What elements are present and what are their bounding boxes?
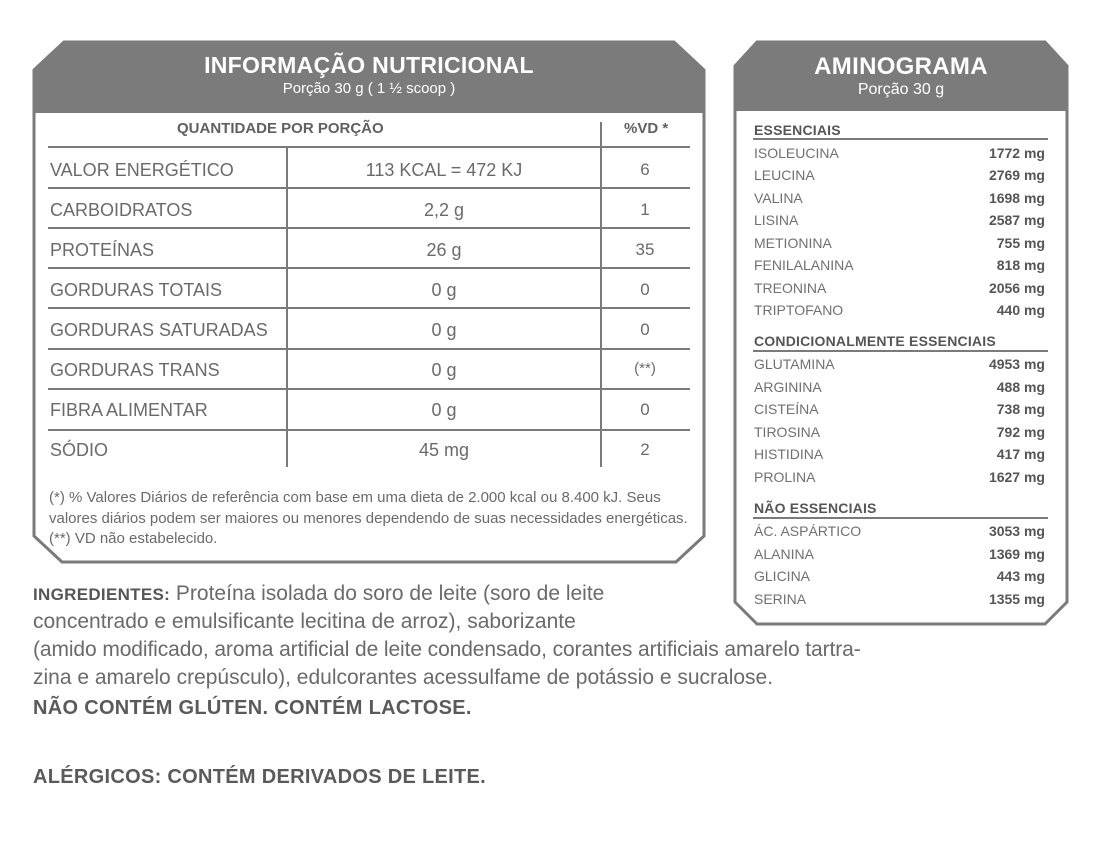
aminogram-title: AMINOGRAMA (814, 53, 988, 80)
gluten-lactose-notice: NÃO CONTÉM GLÚTEN. CONTÉM LACTOSE. (33, 697, 472, 719)
amino-name: VALINA (754, 190, 803, 206)
nutrition-portion: Porção 30 g ( 1 ½ scoop ) (282, 80, 456, 97)
amino-name: FENILALANINA (754, 257, 854, 273)
amino-value: 488 mg (996, 379, 1045, 395)
ingredients-line-4: zina e amarelo crepúsculo), edulcorantes acessulfame de potássio e sucralose. (33, 666, 774, 689)
row-quantity: 45 mg (418, 440, 470, 460)
row-label: FIBRA ALIMENTAR (50, 400, 208, 420)
amino-name: LEUCINA (754, 167, 815, 183)
amino-value: 443 mg (996, 568, 1045, 584)
ingredients-label: INGREDIENTES: (33, 585, 171, 604)
row-quantity: 0 g (431, 320, 457, 340)
row-label: SÓDIO (50, 440, 109, 460)
section-heading-condicionalmente-essenciais: CONDICIONALMENTE ESSENCIAIS (754, 333, 996, 349)
amino-value: 818 mg (996, 257, 1045, 273)
row-vd: 1 (640, 200, 650, 219)
row-label: GORDURAS TRANS (50, 360, 220, 380)
nutrition-facts-panel (32, 40, 706, 564)
amino-value: 792 mg (996, 424, 1045, 440)
row-label: PROTEÍNAS (50, 240, 155, 260)
section-divider (753, 138, 1048, 140)
nutrition-title: INFORMAÇÃO NUTRICIONAL (204, 52, 534, 78)
amino-value: 4953 mg (988, 356, 1045, 372)
table-divider (48, 348, 690, 350)
amino-name: METIONINA (754, 235, 832, 251)
table-divider (48, 388, 690, 390)
table-divider (48, 227, 690, 229)
aminogram-portion: Porção 30 g (857, 81, 945, 98)
section-divider (753, 517, 1048, 519)
amino-value: 2056 mg (988, 280, 1045, 296)
amino-name: LISINA (754, 212, 799, 228)
row-label: GORDURAS TOTAIS (50, 280, 223, 300)
amino-name: TREONINA (754, 280, 827, 296)
row-quantity: 2,2 g (423, 200, 465, 220)
row-vd: 6 (640, 160, 650, 179)
amino-value: 738 mg (996, 401, 1045, 417)
amino-value: 2769 mg (988, 167, 1045, 183)
amino-name: CISTEÍNA (754, 401, 819, 417)
table-divider (48, 187, 690, 189)
row-label: VALOR ENERGÉTICO (50, 160, 234, 180)
vd-column-header: %VD * (624, 120, 669, 137)
row-quantity: 0 g (431, 400, 457, 420)
amino-value: 1698 mg (988, 190, 1045, 206)
section-heading-essenciais: ESSENCIAIS (754, 122, 841, 138)
row-vd: 0 (640, 320, 650, 339)
ingredients-line-1 (33, 582, 604, 606)
amino-name: TIROSINA (754, 424, 821, 440)
amino-name: PROLINA (754, 469, 816, 485)
amino-value: 755 mg (996, 235, 1045, 251)
amino-name: TRIPTOFANO (754, 302, 844, 318)
amino-name: SERINA (754, 591, 807, 607)
amino-value: 2587 mg (988, 212, 1045, 228)
amino-name: ALANINA (754, 546, 814, 562)
nutrition-panel-frame (32, 40, 706, 564)
aminogram-panel (733, 40, 1069, 626)
row-vd: 35 (635, 240, 655, 259)
amino-name: GLUTAMINA (754, 356, 835, 372)
row-vd: 2 (640, 440, 650, 459)
table-divider (48, 267, 690, 269)
ingredients-line-2: concentrado e emulsificante lecitina de arroz), saborizante (33, 610, 576, 633)
row-label: GORDURAS SATURADAS (50, 320, 268, 340)
amino-name: GLICINA (754, 568, 811, 584)
amino-name: ÁC. ASPÁRTICO (754, 523, 862, 539)
row-quantity: 26 g (426, 240, 462, 260)
table-divider (48, 429, 690, 431)
section-heading-nao-essenciais: NÃO ESSENCIAIS (754, 500, 877, 516)
row-label: CARBOIDRATOS (50, 200, 193, 220)
amino-value: 1627 mg (988, 469, 1045, 485)
row-quantity: 0 g (431, 360, 457, 380)
qty-column-header: QUANTIDADE POR PORÇÃO (177, 120, 384, 137)
amino-name: ISOLEUCINA (754, 145, 839, 161)
amino-value: 1772 mg (988, 145, 1045, 161)
allergens-notice: ALÉRGICOS: CONTÉM DERIVADOS DE LEITE. (33, 766, 486, 788)
row-quantity: 0 g (431, 280, 457, 300)
amino-value: 3053 mg (988, 523, 1045, 539)
nutrition-footnote: (*) % Valores Diários de referência com base em uma dieta de 2.000 kcal ou 8.400 kJ. Seus valores diários podem ser maiores ou menores dependendo de suas necessidades energéticas. (**) VD não estabelecido. (49, 489, 688, 547)
section-divider (753, 350, 1048, 352)
table-divider (48, 307, 690, 309)
table-divider (48, 146, 690, 148)
row-vd: 0 (640, 400, 650, 419)
row-vd: (**) (634, 360, 656, 377)
ingredients-text: Proteína isolada do soro de leite (soro de leite (175, 582, 605, 605)
row-quantity: 113 KCAL = 472 KJ (365, 160, 523, 180)
amino-value: 417 mg (996, 446, 1045, 462)
row-vd: 0 (640, 280, 650, 299)
amino-value: 1355 mg (988, 591, 1045, 607)
ingredients-line-3: (amido modificado, aroma artificial de leite condensado, corantes artificiais amarelo tartra- (33, 638, 861, 661)
amino-name: HISTIDINA (754, 446, 824, 462)
amino-value: 440 mg (996, 302, 1045, 318)
amino-value: 1369 mg (988, 546, 1045, 562)
amino-name: ARGININA (754, 379, 822, 395)
